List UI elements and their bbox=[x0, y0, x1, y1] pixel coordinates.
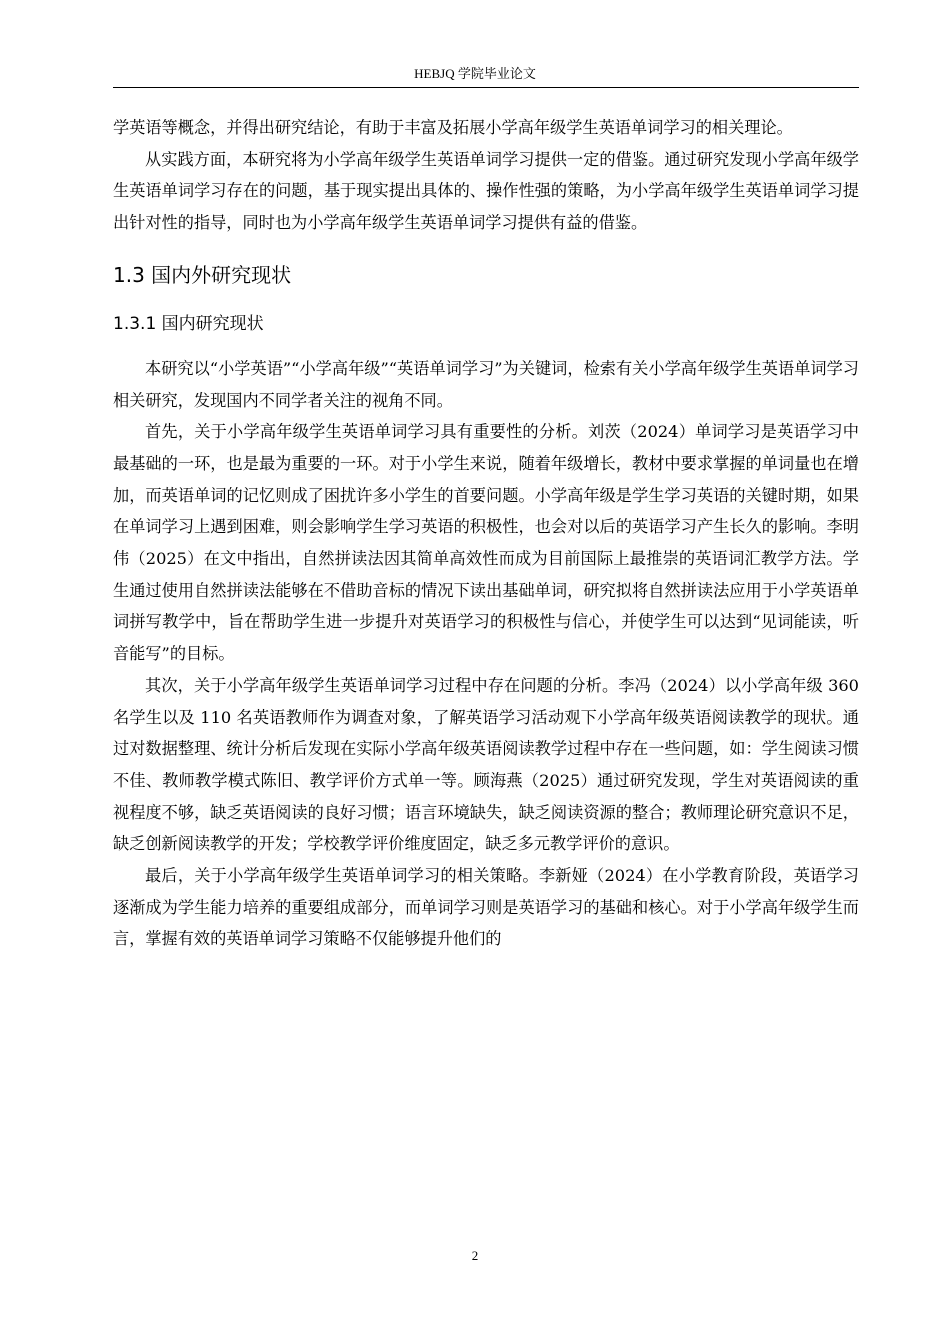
section-heading: 1.3 国内外研究现状 bbox=[113, 262, 292, 287]
paragraph-importance: 首先，关于小学高年级学生英语单词学习具有重要性的分析。刘茨（2024）单词学习是英语学习中最基础的一环，也是最为重要的一环。对于小学生来说，随着年级增长，教材中要求掌握的单词量也在增加，而英语单词的记忆则成了困扰许多小学生的首要问题。小学高年级是学生学习英语的关键时期，如果在单词学习上遇到困难，则会影响学生学习英语的积极性，也会对以后的英语学习产生长久的影响。李明伟（2025）在文中指出，自然拼读法因其简单高效性而成为目前国际上最推崇的英语词汇教学方法。学生通过使用自然拼读法能够在不借助音标的情况下读出基础单词，研究拟将自然拼读法应用于小学英语单词拼写教学中，旨在帮助学生进一步提升对英语学习的积极性与信心，并使学生可以达到“见词能读，听音能写”的目标。 bbox=[113, 422, 859, 664]
paragraph-practice: 从实践方面，本研究将为小学高年级学生英语单词学习提供一定的借鉴。通过研究发现小学高年级学生英语单词学习存在的问题，基于现实提出具体的、操作性强的策略，为小学高年级学生英语单词学习提出针对性的指导，同时也为小学高年级学生英语单词学习提供有益的借鉴。 bbox=[113, 149, 859, 233]
paragraph-continued: 学英语等概念，并得出研究结论，有助于丰富及拓展小学高年级学生英语单词学习的相关理论。 bbox=[113, 118, 793, 137]
page-number: 2 bbox=[471, 1248, 479, 1263]
subsection-heading: 1.3.1 国内研究现状 bbox=[113, 313, 264, 334]
paragraph-keywords: 本研究以“小学英语”“小学高年级”“英语单词学习”为关键词，检索有关小学高年级学生英语单词学习相关研究，发现国内不同学者关注的视角不同。 bbox=[113, 358, 859, 410]
running-header: HEBJQ 学院毕业论文 bbox=[414, 66, 536, 81]
paragraph-problems: 其次，关于小学高年级学生英语单词学习过程中存在问题的分析。李冯（2024）以小学高年级 360 名学生以及 110 名英语教师作为调查对象，了解英语学习活动观下小学高年级英语阅读教学的现状。通过对数据整理、统计分析后发现在实际小学高年级英语阅读教学过程中存在一些问题，如：学生阅读习惯不佳、教师教学模式陈旧、教学评价方式单一等。顾海燕（2025）通过研究发现，学生对英语阅读的重视程度不够，缺乏英语阅读的良好习惯；语言环境缺失，缺乏阅读资源的整合；教师理论研究意识不足，缺乏创新阅读教学的开发；学校教学评价维度固定，缺乏多元教学评价的意识。 bbox=[113, 675, 859, 854]
paragraph-strategies: 最后，关于小学高年级学生英语单词学习的相关策略。李新娅（2024）在小学教育阶段，英语学习逐渐成为学生能力培养的重要组成部分，而单词学习则是英语学习的基础和核心。对于小学高年级学生而言，掌握有效的英语单词学习策略不仅能够提升他们的 bbox=[113, 866, 859, 949]
header-rule bbox=[113, 87, 859, 88]
page-content bbox=[113, 112, 859, 955]
